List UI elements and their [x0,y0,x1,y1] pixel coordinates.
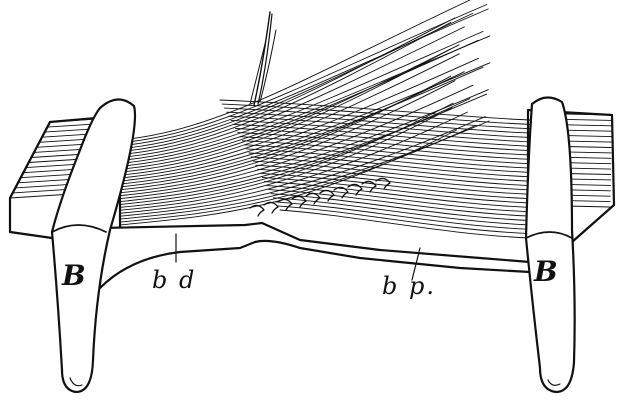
label-left-block: B [62,259,86,292]
label-bp: b p. [382,272,436,300]
right-upright-b [526,97,575,392]
fibre-wisp [250,12,276,105]
label-right-block: B [534,255,558,288]
right-fibre-lock [220,100,530,238]
label-bd: b d [152,266,197,294]
